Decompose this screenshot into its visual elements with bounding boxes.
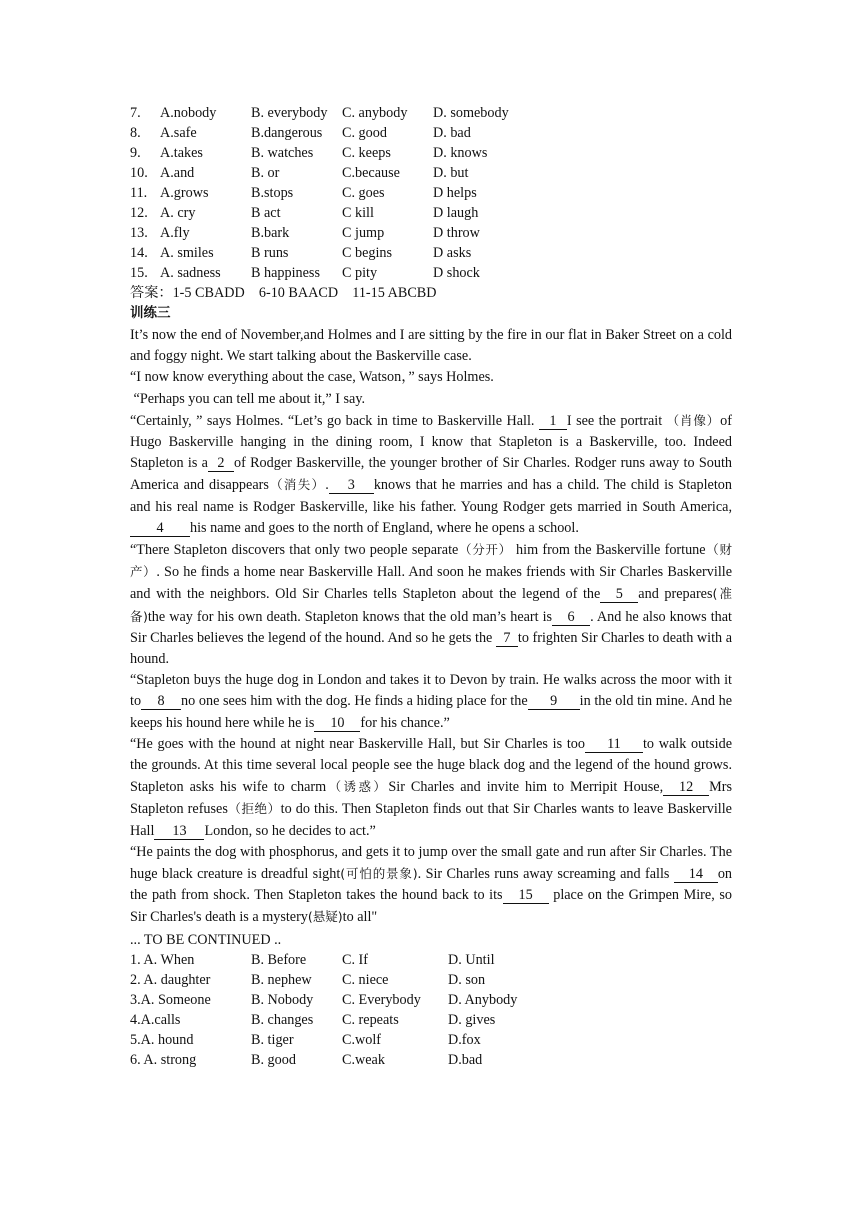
question-number: 8. xyxy=(130,125,141,141)
document-page xyxy=(130,103,732,1070)
text-run: “There Stapleton discovers that only two people separate xyxy=(130,542,459,559)
text-run: his name and goes to the north of England, where he opens a school. xyxy=(190,519,579,536)
text-run: “Stapleton buys the huge dog in London and takes it to Devon by train. He walks across the moor with it to xyxy=(130,672,732,710)
option-c: C. goes xyxy=(342,185,385,201)
blank-8: 8 xyxy=(141,693,181,710)
option-c: C kill xyxy=(342,205,374,221)
blank-13: 13 xyxy=(154,823,204,840)
blank-6: 6 xyxy=(552,609,590,626)
option-b: B. watches xyxy=(251,145,314,161)
option-c: C.wolf xyxy=(342,1031,382,1048)
option-c: C. good xyxy=(342,125,387,141)
to-be-continued: ... TO BE CONTINUED .. xyxy=(130,931,282,948)
gloss: (可怕的景象) xyxy=(340,866,418,882)
text-run: London, so he decides to act.” xyxy=(204,822,376,839)
option-a: A.grows xyxy=(160,185,209,201)
option-row xyxy=(130,1050,732,1070)
option-a: A.nobody xyxy=(160,105,217,121)
gloss: (悬疑) xyxy=(307,909,343,925)
text-run: . And he also knows that Sir Charles believes the legend of the hound. And so he gets the xyxy=(130,608,732,646)
paragraph-3-text: “Perhaps you can tell me about it,” I say. xyxy=(133,390,366,407)
text-run: the way for his own death. Stapleton knows that the old man’s heart is xyxy=(147,608,553,625)
text-run: Mrs Stapleton refuses xyxy=(130,779,732,818)
gloss: （财产） xyxy=(130,542,732,580)
option-row xyxy=(130,143,732,163)
option-a: 2. A. daughter xyxy=(130,971,211,988)
options-list-part1 xyxy=(130,103,732,283)
question-number: 11. xyxy=(130,185,148,201)
option-a: A.fly xyxy=(160,225,190,241)
option-b: B. nephew xyxy=(251,971,312,988)
text-run: . Sir Charles runs away screaming and falls xyxy=(417,866,674,883)
gloss: （肖像） xyxy=(666,412,721,428)
question-number: 10. xyxy=(130,165,148,181)
gloss: （消失） xyxy=(268,477,326,493)
text-run: “Certainly, ” says Holmes. “Let’s go back in time to Baskerville Hall. xyxy=(130,412,539,429)
paragraph-3 xyxy=(130,389,732,410)
option-a: A. smiles xyxy=(160,245,214,261)
blank-14: 14 xyxy=(674,866,718,883)
text-run: knows that he marries and has a child. The child is Stapleton and his real name is Rodger Baskerville, like his father. Young Rodger gets married in South America, xyxy=(130,477,732,515)
text-run: place on the Grimpen Mire, so Sir Charles's death is a mystery xyxy=(130,887,732,926)
option-b: B. good xyxy=(251,1051,296,1068)
blank-7: 7 xyxy=(496,630,518,647)
option-a: 4.A.calls xyxy=(130,1011,181,1028)
option-c: C jump xyxy=(342,225,385,241)
option-c: C. anybody xyxy=(342,105,408,121)
option-d: D helps xyxy=(433,185,477,201)
option-d: D.bad xyxy=(448,1051,483,1068)
option-c: C pity xyxy=(342,265,378,281)
option-d: D laugh xyxy=(433,205,479,221)
option-c: C. If xyxy=(342,951,369,968)
blank-5: 5 xyxy=(600,586,638,603)
text-run: no one sees him with the dog. He finds a hiding place for the xyxy=(181,693,528,710)
paragraph-2: “I now know everything about the case, Watson，” says Holmes. xyxy=(130,369,494,386)
reading-passage xyxy=(130,325,732,929)
question-number: 13. xyxy=(130,225,148,241)
options-list-part2 xyxy=(130,950,732,1070)
question-number: 9. xyxy=(130,145,141,161)
text-run: for his chance.” xyxy=(360,714,450,731)
blank-10: 10 xyxy=(314,715,360,732)
option-b: B. changes xyxy=(251,1011,314,1028)
answer-key: 答案：1-5 CBADD 6-10 BAACD 11-15 ABCBD xyxy=(130,285,437,301)
option-d: D throw xyxy=(433,225,480,241)
blank-11: 11 xyxy=(585,736,643,753)
section-title: 训练三 xyxy=(130,305,171,321)
option-row xyxy=(130,163,732,183)
paragraph-7 xyxy=(130,734,732,842)
text-run: to all" xyxy=(342,909,378,926)
option-d: D. somebody xyxy=(433,105,509,121)
option-row xyxy=(130,1010,732,1030)
gloss: （拒绝） xyxy=(227,801,281,817)
option-b: B.bark xyxy=(251,225,290,241)
text-run: him from the Baskerville fortune xyxy=(511,542,706,559)
question-number: 14. xyxy=(130,245,148,261)
gloss: (准备) xyxy=(130,586,732,624)
blank-15: 15 xyxy=(503,887,549,904)
option-c: C.weak xyxy=(342,1051,385,1068)
option-a: 5.A. hound xyxy=(130,1031,194,1048)
option-a: A.safe xyxy=(160,125,197,141)
option-row xyxy=(130,103,732,123)
text-run: of Hugo Baskerville hanging in the dining room, I know that Stapleton is a Baskerville, too. Indeed Stapleton is a xyxy=(130,412,732,472)
option-b: B act xyxy=(251,205,281,221)
paragraph-8 xyxy=(130,842,732,929)
text-run: in the old tin mine. And he keeps his hound here while he is xyxy=(130,693,732,731)
paragraph-5 xyxy=(130,539,732,670)
option-c: C begins xyxy=(342,245,393,261)
option-d: D asks xyxy=(433,245,472,261)
option-row xyxy=(130,1030,732,1050)
option-d: D. Anybody xyxy=(448,991,518,1008)
option-b: B runs xyxy=(251,245,289,261)
blank-9: 9 xyxy=(528,693,580,710)
question-number: 7. xyxy=(130,105,141,121)
option-a: A. cry xyxy=(160,205,196,221)
option-a: 1. A. When xyxy=(130,951,195,968)
text-run: on the path from shock. Then Stapleton takes the hound back to its xyxy=(130,866,732,904)
blank-2: 2 xyxy=(208,455,234,472)
option-a: A. sadness xyxy=(160,265,221,281)
text-run: to frighten Sir Charles to death with a hound. xyxy=(130,629,732,668)
option-d: D. but xyxy=(433,165,469,181)
text-run: to do this. Then Stapleton finds out that Sir Charles wants to leave Baskerville Hall xyxy=(130,801,732,839)
paragraph-1: It’s now the end of November,and Holmes and I are sitting by the fire in our flat in Baker Street on a cold and foggy night. We start talking about the Baskerville case. xyxy=(130,327,732,365)
text-run: . xyxy=(325,477,329,494)
blank-3: 3 xyxy=(329,477,374,494)
option-c: C.because xyxy=(342,165,400,181)
option-row xyxy=(130,263,732,283)
option-row xyxy=(130,123,732,143)
option-d: D. bad xyxy=(433,125,471,141)
option-b: B. Before xyxy=(251,951,307,968)
text-run: I see the portrait xyxy=(566,412,667,429)
option-row xyxy=(130,990,732,1010)
option-c: C. Everybody xyxy=(342,991,421,1008)
option-b: B.stops xyxy=(251,185,294,201)
text-run: to walk outside the grounds. At this time several local people see the huge black dog and the legend of the hound grows. Stapleton asks his wife to charm xyxy=(130,735,732,796)
blank-4: 4 xyxy=(130,520,190,537)
text-run: . So he finds a home near Baskerville Hall. And soon he makes friends with Sir Charles Baskerville and with the neighbors. Old Sir Charles tells Stapleton about the legend of the xyxy=(130,564,732,603)
paragraph-6 xyxy=(130,670,732,734)
question-number: 12. xyxy=(130,205,148,221)
option-row xyxy=(130,183,732,203)
text-run: “He paints the dog with phosphorus, and gets it to jump over the small gate and run after Sir Charles. The huge black creature is dreadful sight xyxy=(130,843,732,883)
option-d: D shock xyxy=(433,265,480,281)
option-b: B.dangerous xyxy=(251,125,323,141)
option-d: D. knows xyxy=(433,145,488,161)
option-row xyxy=(130,203,732,223)
blank-1: 1 xyxy=(539,413,567,430)
option-b: B. Nobody xyxy=(251,991,314,1008)
option-row xyxy=(130,950,732,970)
option-row xyxy=(130,970,732,990)
option-c: C. niece xyxy=(342,971,389,988)
option-d: D. son xyxy=(448,971,486,988)
text-run: Sir Charles and invite him to Merripit House, xyxy=(388,779,664,796)
option-row xyxy=(130,243,732,263)
option-a: 3.A. Someone xyxy=(130,991,211,1008)
text-run: of Rodger Baskerville, the younger brother of Sir Charles. Rodger runs away to South America and disappears xyxy=(130,455,733,494)
option-row xyxy=(130,223,732,243)
blank-12: 12 xyxy=(663,779,709,796)
gloss: （诱惑） xyxy=(326,779,389,795)
text-run: “He goes with the hound at night near Baskerville Hall, but Sir Charles is too xyxy=(130,735,585,752)
option-b: B. everybody xyxy=(251,105,328,121)
paragraph-4 xyxy=(130,410,732,539)
option-c: C. keeps xyxy=(342,145,391,161)
option-b: B. or xyxy=(251,165,280,181)
option-a: 6. A. strong xyxy=(130,1051,197,1068)
option-d: D. gives xyxy=(448,1011,496,1028)
question-number: 15. xyxy=(130,265,148,281)
option-d: D.fox xyxy=(448,1031,481,1048)
option-d: D. Until xyxy=(448,951,495,968)
text-run: and prepares xyxy=(638,586,713,603)
option-b: B. tiger xyxy=(251,1031,294,1048)
option-b: B happiness xyxy=(251,265,320,281)
option-a: A.takes xyxy=(160,145,203,161)
gloss: （分开） xyxy=(458,542,512,558)
option-a: A.and xyxy=(160,165,195,181)
option-c: C. repeats xyxy=(342,1011,399,1028)
